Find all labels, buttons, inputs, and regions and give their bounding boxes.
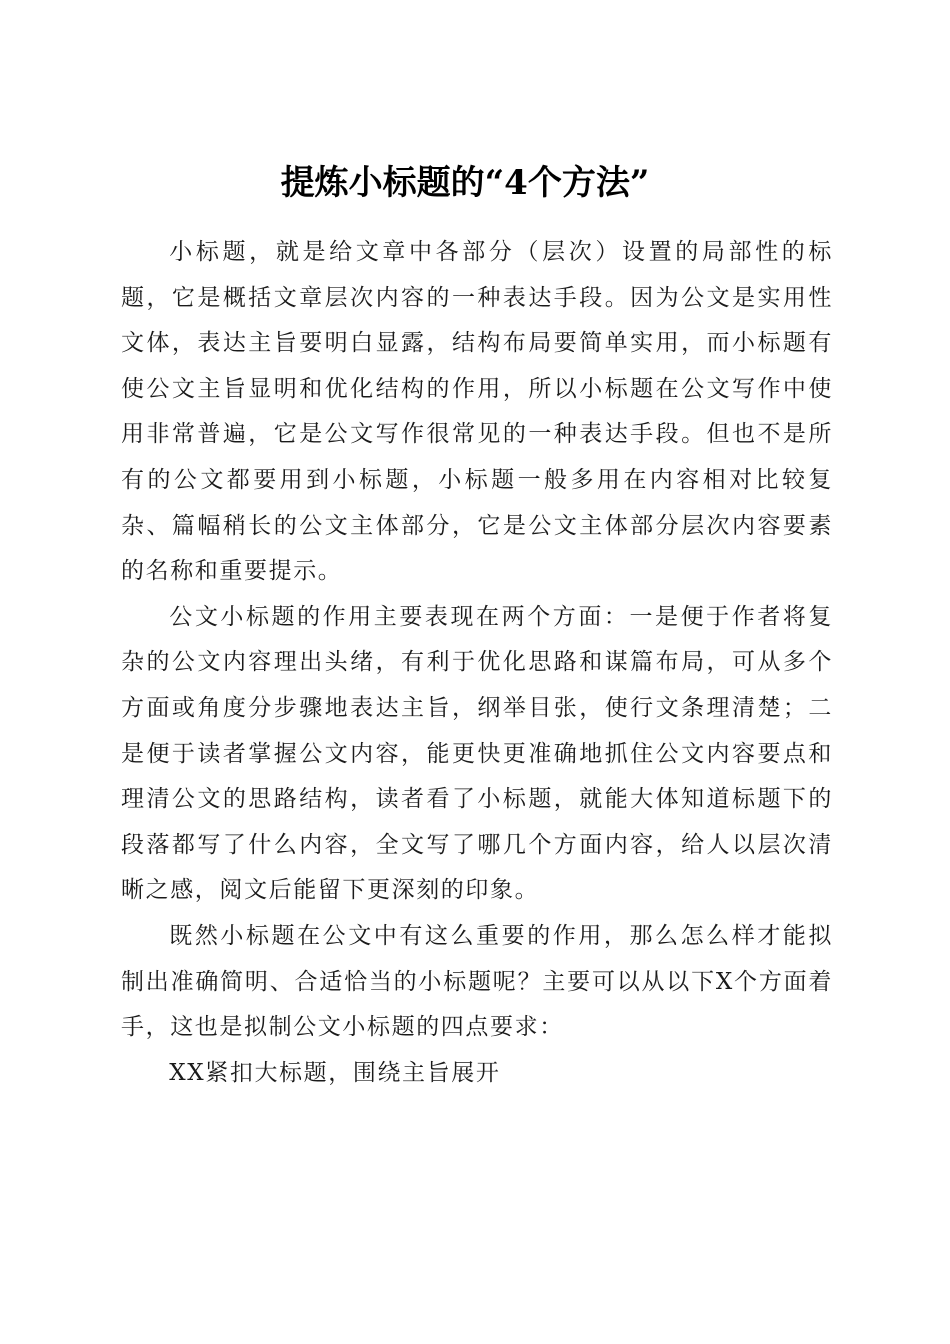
subheading-first-point: XX紧扣大标题，围绕主旨展开	[169, 1059, 501, 1086]
paragraph-functions: 公文小标题的作用主要表现在两个方面：一是便于作者将复杂的公文内容理出头绪，有利于优化思路和谋篇布局，可从多个方面或角度分步骤地表达主旨，纲举目张，使行文条理清楚；二是便于读者掌握公文内容，能更快更准确地抓住公文内容要点和理清公文的思路结构，读者看了小标题，就能大体知道标题下的段落都写了什么内容，全文写了哪几个方面内容，给人以层次清晰之感，阅文后能留下更深刻的印象。	[121, 603, 833, 904]
paragraph-requirements: 既然小标题在公文中有这么重要的作用，那么怎么样才能拟制出准确简明、合适恰当的小标题呢？主要可以从以下X个方面着手，这也是拟制公文小标题的四点要求：	[121, 922, 833, 1041]
document-body	[121, 230, 833, 1096]
document-title: 提炼小标题的“4个方法”	[280, 162, 650, 203]
paragraph-intro: 小标题，就是给文章中各部分（层次）设置的局部性的标题，它是概括文章层次内容的一种表达手段。因为公文是实用性文体，表达主旨要明白显露，结构布局要简单实用，而小标题有使公文主旨显明和优化结构的作用，所以小标题在公文写作中使用非常普遍，它是公文写作很常见的一种表达手段。但也不是所有的公文都要用到小标题，小标题一般多用在内容相对比较复杂、篇幅稍长的公文主体部分，它是公文主体部分层次内容要素的名称和重要提示。	[121, 239, 833, 585]
